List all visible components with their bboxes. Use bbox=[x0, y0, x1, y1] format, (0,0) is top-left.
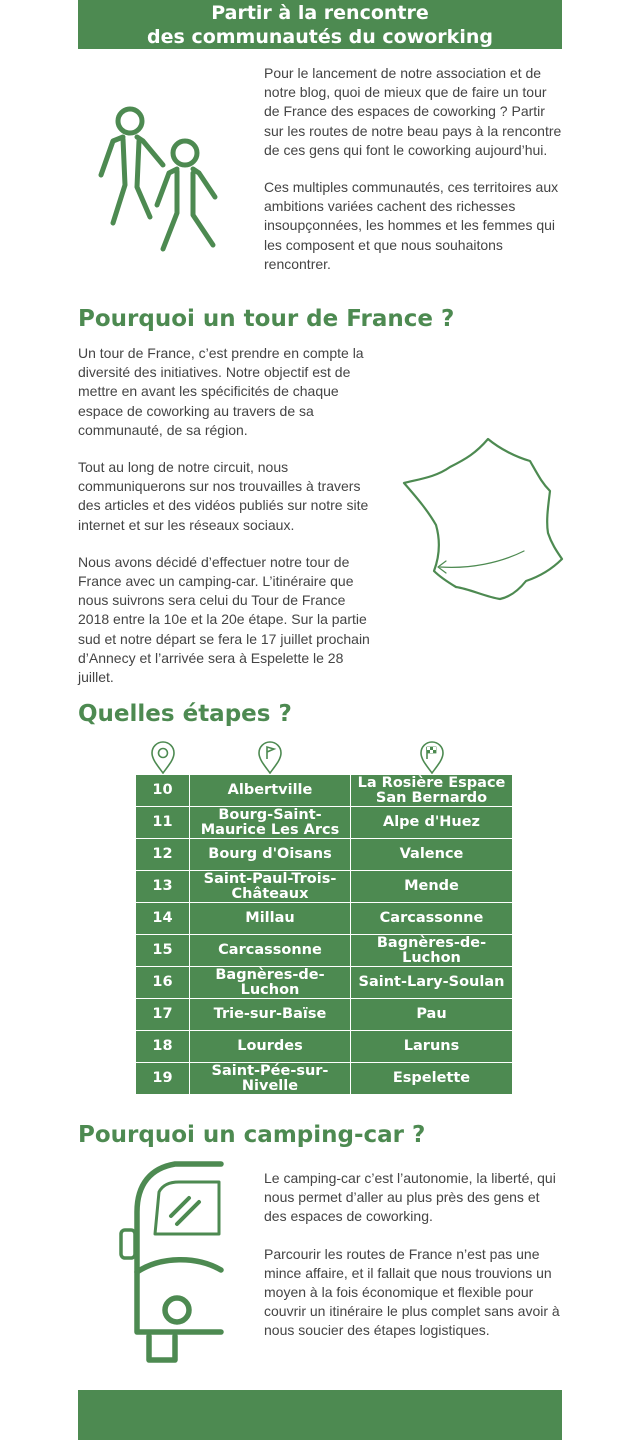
stage-end-cell: Espelette bbox=[351, 1063, 513, 1095]
finish-flag-pin-icon bbox=[419, 741, 445, 775]
stage-end-cell: Carcassonne bbox=[351, 903, 513, 935]
table-row bbox=[136, 903, 513, 935]
table-row bbox=[136, 807, 513, 839]
stage-number-cell: 18 bbox=[136, 1031, 190, 1063]
section-title-why-tour: Pourquoi un tour de France ? bbox=[78, 306, 455, 332]
stage-start-cell: Bagnères-de-Luchon bbox=[190, 967, 351, 999]
walking-people-icon bbox=[95, 105, 225, 255]
footer-bar bbox=[78, 1390, 562, 1440]
stage-end-cell: Valence bbox=[351, 839, 513, 871]
stage-start-cell: Saint-Pée-sur-Nivelle bbox=[190, 1063, 351, 1095]
location-pin-icon bbox=[150, 741, 176, 775]
stage-end-cell: Pau bbox=[351, 999, 513, 1031]
stage-end-cell: Alpe d'Huez bbox=[351, 807, 513, 839]
table-row bbox=[136, 1031, 513, 1063]
stage-number-cell: 10 bbox=[136, 775, 190, 807]
stages-table-wrapper bbox=[135, 774, 513, 1095]
stage-start-cell: Carcassonne bbox=[190, 935, 351, 967]
stages-table bbox=[135, 774, 513, 1095]
header-title-line2: des communautés du coworking bbox=[147, 26, 493, 48]
stages-table-body bbox=[136, 775, 513, 1095]
stage-start-cell: Trie-sur-Baïse bbox=[190, 999, 351, 1031]
stage-number-cell: 15 bbox=[136, 935, 190, 967]
why-tour-paragraph-2: Tout au long de notre circuit, nous communiquerons sur nos trouvailles à travers des articles et des vidéos publiés sur notre site internet et sur les réseaux sociaux. bbox=[78, 459, 369, 533]
table-row bbox=[136, 839, 513, 871]
stage-start-cell: Bourg d'Oisans bbox=[190, 839, 351, 871]
stage-end-cell: Laruns bbox=[351, 1031, 513, 1063]
intro-text bbox=[264, 64, 564, 292]
header-banner bbox=[78, 0, 562, 49]
stage-number-cell: 19 bbox=[136, 1063, 190, 1095]
stage-number-cell: 11 bbox=[136, 807, 190, 839]
header-title-line1: Partir à la rencontre bbox=[211, 2, 429, 24]
stage-start-cell: Millau bbox=[190, 903, 351, 935]
stage-number-cell: 13 bbox=[136, 871, 190, 903]
section-title-camping: Pourquoi un camping-car ? bbox=[78, 1122, 426, 1148]
stage-start-cell: Saint-Paul-Trois-Châteaux bbox=[190, 871, 351, 903]
stage-start-cell: Albertville bbox=[190, 775, 351, 807]
table-row bbox=[136, 871, 513, 903]
camping-paragraph-2: Parcourir les routes de France n’est pas une mince affaire, et il fallait que nous trouvions un moyen à la fois économique et flexible pour couvrir un itinéraire le plus complet sans avoir à nous soucier des étapes logistiques. bbox=[264, 1245, 560, 1339]
why-tour-text bbox=[78, 344, 373, 705]
section-title-stages: Quelles étapes ? bbox=[78, 701, 292, 727]
intro-paragraph-2: Ces multiples communautés, ces territoires aux ambitions variées cachent des richesses insoupçonnées, les hommes et les femmes qui les composent et que nous souhaitons rencontrer. bbox=[264, 179, 559, 272]
why-tour-paragraph-3: Nous avons décidé d’effectuer notre tour de France avec un camping-car. L’itinéraire que nous suivrons sera celui du Tour de France 2018 entre la 10e et la 20e étape. Sur la partie sud et notre départ se fera le 17 juillet prochain d’Annecy et l’arrivée sera à Espelette le 28 juillet. bbox=[78, 553, 370, 686]
table-row bbox=[136, 1063, 513, 1095]
why-tour-paragraph-1: Un tour de France, c’est prendre en compte la diversité des initiatives. Notre objectif est de mettre en avant les spécificités de chaque espace de coworking au travers de sa communauté, de sa région. bbox=[78, 345, 364, 438]
camping-paragraph-1: Le camping-car c’est l’autonomie, la liberté, qui nous permet d’aller au plus près des gens et des espaces de coworking. bbox=[264, 1170, 556, 1225]
stage-end-cell: Bagnères-de-Luchon bbox=[351, 935, 513, 967]
stage-end-cell: Saint-Lary-Soulan bbox=[351, 967, 513, 999]
france-map-icon bbox=[400, 435, 565, 610]
stage-start-cell: Lourdes bbox=[190, 1031, 351, 1063]
table-row bbox=[136, 999, 513, 1031]
camper-van-icon bbox=[115, 1160, 225, 1375]
camping-text bbox=[264, 1169, 564, 1359]
stage-end-cell: La Rosière Espace San Bernardo bbox=[351, 775, 513, 807]
stage-number-cell: 17 bbox=[136, 999, 190, 1031]
stage-start-cell: Bourg-Saint-Maurice Les Arcs bbox=[190, 807, 351, 839]
stage-number-cell: 14 bbox=[136, 903, 190, 935]
start-flag-pin-icon bbox=[257, 741, 283, 775]
stage-number-cell: 12 bbox=[136, 839, 190, 871]
stage-number-cell: 16 bbox=[136, 967, 190, 999]
table-row bbox=[136, 775, 513, 807]
stage-end-cell: Mende bbox=[351, 871, 513, 903]
intro-paragraph-1: Pour le lancement de notre association et de notre blog, quoi de mieux que de faire un tour de France des espaces de coworking ? Partir sur les routes de notre beau pays à la rencontre de ces gens qui font le coworking aujourd’hui. bbox=[264, 65, 562, 158]
table-row bbox=[136, 935, 513, 967]
table-row bbox=[136, 967, 513, 999]
